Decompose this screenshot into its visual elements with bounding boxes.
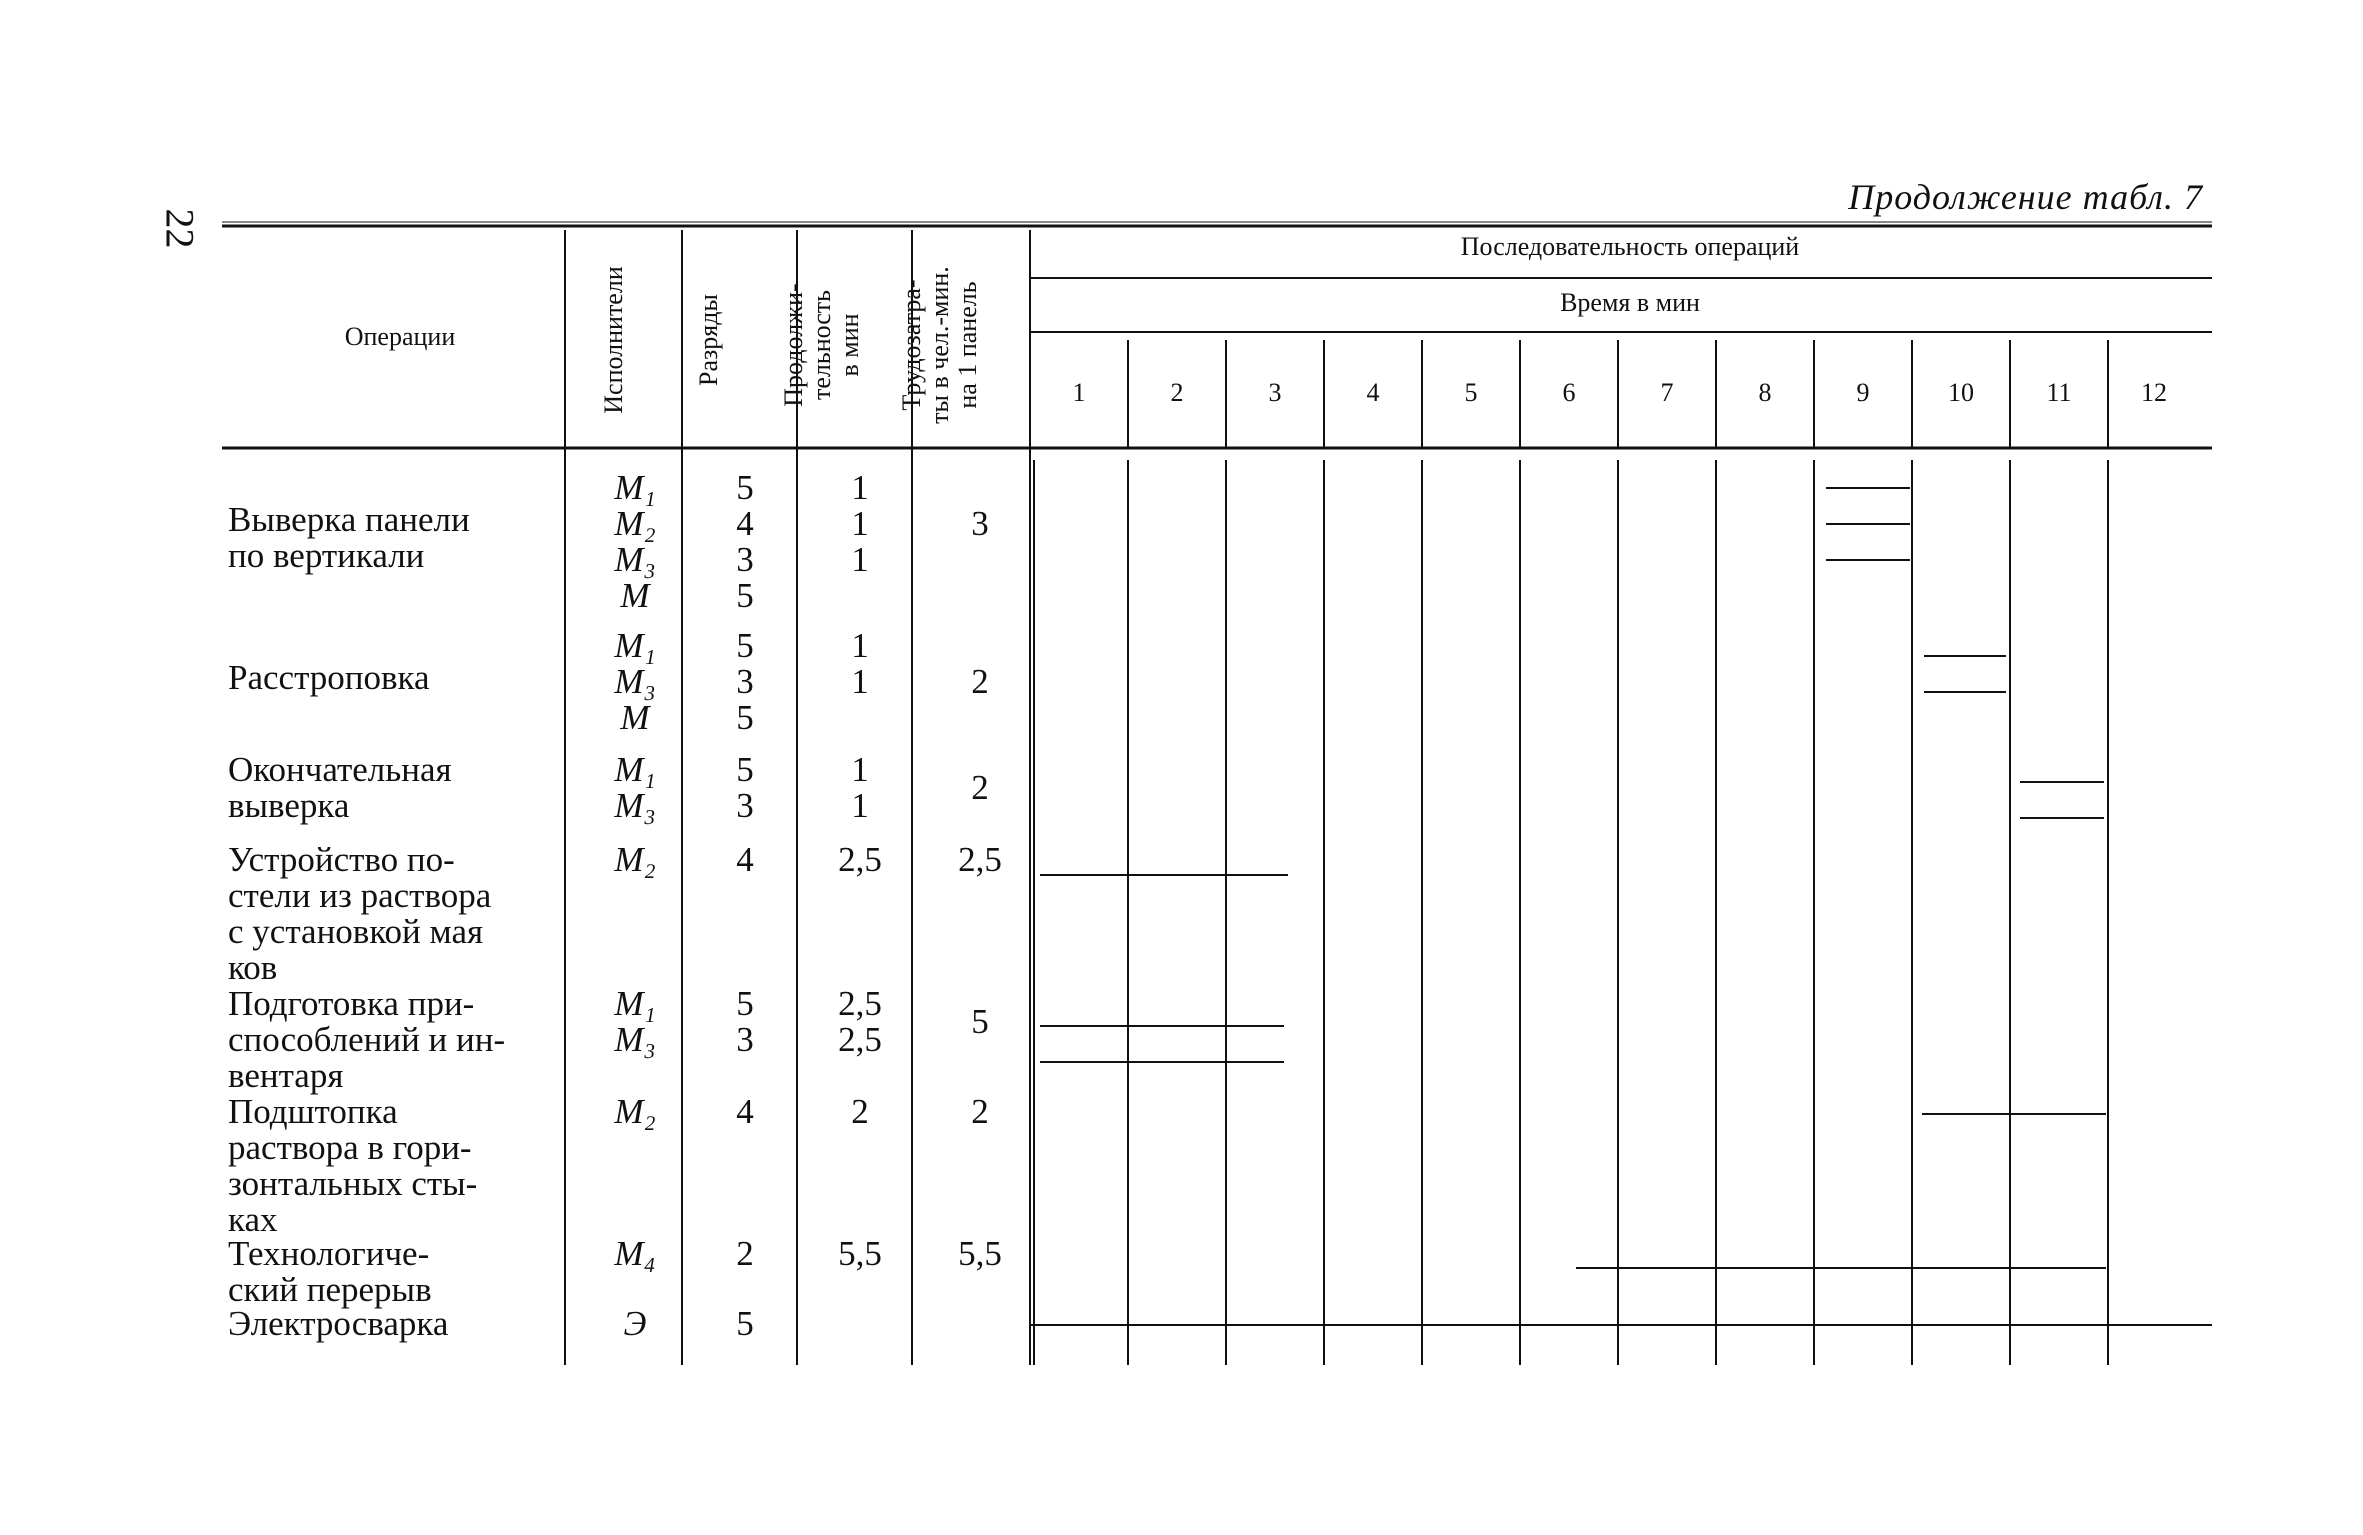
grades: 4 [736, 840, 754, 879]
header-grades: Разряды [694, 294, 723, 386]
minute-label-9: 9 [1856, 378, 1870, 407]
minute-label-10: 10 [1948, 378, 1974, 407]
executors: Э [623, 1304, 647, 1343]
labor: 2 [971, 768, 989, 807]
header-duration: Продолжи- тельность в мин [779, 283, 864, 407]
labor: 3 [971, 504, 989, 543]
grades: 2 [736, 1234, 754, 1273]
operation-name: Выверка панели по вертикали [228, 500, 470, 575]
minute-label-5: 5 [1464, 378, 1478, 407]
grades: 5 3 [736, 984, 754, 1059]
continuation-title: Продолжение табл. 7 [1848, 177, 2203, 217]
executors: M₁ M₃ [614, 750, 656, 825]
page-number: 22 [157, 208, 203, 249]
header-executors: Исполнители [599, 266, 628, 414]
header-labor: Трудозатра- ты в чел.-мин. на 1 панель [897, 266, 982, 424]
header-time: Время в мин [1560, 288, 1700, 317]
labor: 5 [971, 1002, 989, 1041]
minute-label-6: 6 [1562, 378, 1576, 407]
executors: M₂ [614, 1092, 656, 1131]
grades: 4 [736, 1092, 754, 1131]
operation-name: Технологиче- ский перерыв [228, 1234, 432, 1309]
duration: 1 1 [851, 750, 869, 825]
operation-name: Устройство по- стели из раствора с установкой мая ков [228, 840, 492, 987]
minute-label-3: 3 [1268, 378, 1282, 407]
executors: M₁ M₃ [614, 984, 656, 1059]
grades: 5 3 [736, 750, 754, 825]
operation-name: Электросварка [228, 1304, 449, 1343]
operation-name: Подготовка при- способлений и ин- вентаря [228, 984, 506, 1095]
operation-name: Окончательная выверка [228, 750, 452, 825]
executors: M₂ [614, 840, 656, 879]
operation-name: Подштопка раствора в гори- зонтальных сты- ках [228, 1092, 478, 1239]
header-operations: Операции [344, 322, 456, 351]
duration: 5,5 [838, 1234, 882, 1273]
minute-label-11: 11 [2046, 378, 2072, 407]
labor: 2,5 [958, 840, 1002, 879]
labor: 5,5 [958, 1234, 1002, 1273]
grades: 5 4 3 5 [736, 468, 754, 615]
duration: 1 1 [851, 626, 869, 701]
labor: 2 [971, 662, 989, 701]
minute-label-12: 12 [2141, 378, 2167, 407]
minute-label-8: 8 [1758, 378, 1772, 407]
labor: 2 [971, 1092, 989, 1131]
grades: 5 [736, 1304, 754, 1343]
minute-label-7: 7 [1660, 378, 1674, 407]
minute-label-1: 1 [1072, 378, 1086, 407]
executors: M₁ M₂ M₃ M [614, 468, 656, 615]
grades: 5 3 5 [736, 626, 754, 737]
minute-label-2: 2 [1170, 378, 1184, 407]
executors: M₁ M₃ M [614, 626, 656, 737]
header-sequence: Последовательность операций [1460, 232, 1800, 261]
minute-label-4: 4 [1366, 378, 1380, 407]
duration: 1 1 1 [851, 468, 869, 579]
executors: M₄ [614, 1234, 656, 1273]
duration: 2,5 [838, 840, 882, 879]
duration: 2,5 2,5 [838, 984, 882, 1059]
operation-name: Расстроповка [228, 658, 430, 697]
duration: 2 [851, 1092, 869, 1131]
